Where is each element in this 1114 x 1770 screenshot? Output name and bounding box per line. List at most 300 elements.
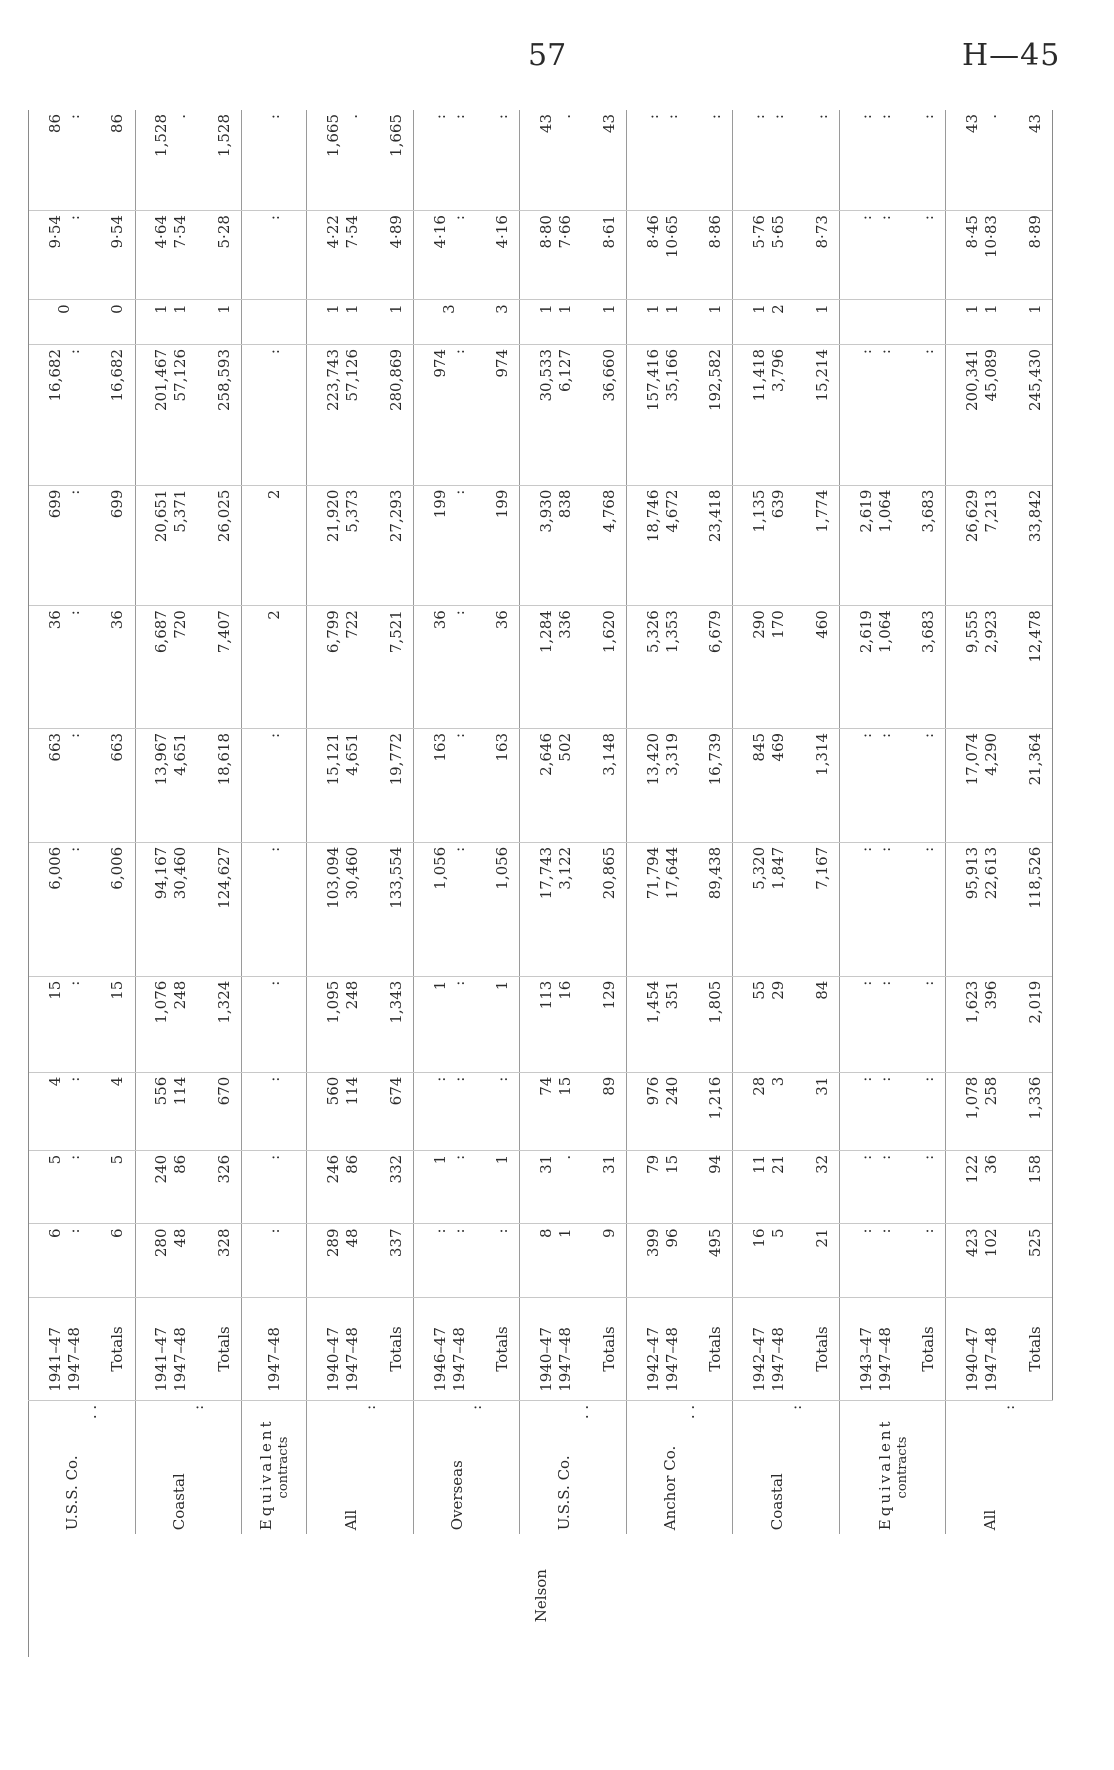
- value-cell: 1: [379, 300, 414, 345]
- value-cell: 670: [207, 1072, 242, 1150]
- value: 9·54: [45, 215, 64, 249]
- value-cell: [733, 728, 805, 842]
- value: 36: [430, 610, 449, 630]
- value-cell: [413, 1150, 485, 1224]
- service-cell: [946, 1400, 1053, 1534]
- value: 3,319: [662, 732, 681, 776]
- value-cell: 4·16: [485, 211, 520, 300]
- value: 223,743: [324, 349, 343, 412]
- value-cell: [135, 1224, 207, 1298]
- value-cell: [29, 728, 101, 842]
- value-cell: [413, 606, 485, 729]
- value: 5·65: [769, 215, 788, 249]
- value: :: [64, 1154, 83, 1160]
- value: 9,555: [963, 610, 982, 654]
- value-cell: [946, 976, 1018, 1072]
- value-cell: [29, 1072, 101, 1150]
- value: 1,078: [963, 1076, 982, 1120]
- value: 8·45: [963, 215, 982, 249]
- year-range: 1940–47: [963, 1327, 982, 1392]
- value-cell: 0: [100, 300, 135, 345]
- value: :: [856, 215, 875, 221]
- value: 8·46: [643, 215, 662, 249]
- value-cell: [135, 976, 207, 1072]
- value: :: [856, 114, 875, 120]
- value-cell: [626, 1150, 698, 1224]
- value: 57,126: [343, 349, 362, 402]
- value: .: [171, 114, 190, 119]
- value: :: [769, 114, 788, 120]
- value-cell: [626, 842, 698, 976]
- service-leader-dots: :: [786, 1404, 805, 1410]
- value: :: [430, 114, 449, 120]
- year-row: [946, 110, 1018, 1657]
- value-cell: 5: [100, 1150, 135, 1224]
- value: 280: [152, 1228, 171, 1258]
- value: 15: [45, 980, 64, 1000]
- value-cell: 21: [805, 1224, 840, 1298]
- value: :: [856, 349, 875, 355]
- value: 1,064: [875, 610, 894, 654]
- value-cell: [520, 345, 592, 486]
- year-range: 1947–48: [982, 1327, 1001, 1392]
- value: 1: [324, 304, 343, 314]
- year-range-cell: [29, 1298, 101, 1401]
- value-cell: [520, 300, 592, 345]
- value: 1,284: [537, 610, 556, 654]
- year-row: [135, 110, 207, 1657]
- value-cell: 1,774: [805, 485, 840, 606]
- value-cell: [733, 211, 805, 300]
- value: 1: [556, 1228, 575, 1239]
- port-name: Nelson: [531, 1569, 550, 1623]
- value-cell: [242, 300, 307, 345]
- value-cell: [626, 1072, 698, 1150]
- value-cell: [29, 1224, 101, 1298]
- year-row: [307, 110, 379, 1657]
- value: 469: [769, 732, 788, 762]
- value: 6,127: [556, 349, 575, 392]
- value-cell: [520, 728, 592, 842]
- value-cell: 19,772: [379, 728, 414, 842]
- value-cell: [307, 976, 379, 1072]
- value-cell: [626, 300, 698, 345]
- value: :: [449, 1154, 468, 1160]
- value: 6,799: [324, 610, 343, 654]
- value: 170: [769, 610, 788, 639]
- value: 240: [662, 1076, 681, 1106]
- value: :: [449, 1228, 468, 1234]
- value: :: [856, 846, 875, 852]
- value-cell: [839, 1072, 911, 1150]
- value: 16: [750, 1228, 769, 1248]
- value-cell: 8·86: [698, 211, 733, 300]
- year-range: 1942–47: [750, 1327, 769, 1392]
- value: 0: [55, 304, 74, 314]
- value: 1,056: [430, 846, 449, 890]
- value-cell: [307, 1072, 379, 1150]
- value: 699: [45, 489, 64, 519]
- value-cell: 129: [592, 976, 627, 1072]
- value-cell: :: [805, 110, 840, 211]
- value-cell: 258,593: [207, 345, 242, 486]
- value: 86: [171, 1154, 190, 1174]
- value-cell: 7,407: [207, 606, 242, 729]
- value: 15,121: [324, 732, 343, 786]
- value-cell: 1,528: [207, 110, 242, 211]
- value-cell: 332: [379, 1150, 414, 1224]
- value: :: [875, 846, 894, 852]
- value-cell: 337: [379, 1224, 414, 1298]
- value: 16,682: [45, 349, 64, 402]
- value-cell: 32: [805, 1150, 840, 1224]
- value-cell: [413, 842, 485, 976]
- service-name: U.S.S. Co.: [554, 1455, 573, 1531]
- value: :: [449, 114, 468, 120]
- service-cell: [29, 1400, 136, 1534]
- value: 200,341: [963, 349, 982, 412]
- year-range: 1947–48: [264, 1327, 283, 1392]
- value: 43: [537, 114, 556, 134]
- value: 4·22: [324, 215, 343, 249]
- value-cell: 6: [100, 1224, 135, 1298]
- value: 79: [643, 1154, 662, 1174]
- year-range-cell: [839, 1298, 911, 1401]
- value: 1,135: [750, 489, 769, 533]
- value-cell: [520, 606, 592, 729]
- value-cell: 328: [207, 1224, 242, 1298]
- value-cell: 1: [805, 300, 840, 345]
- service-name: Coastal: [767, 1473, 786, 1531]
- value: 18,746: [643, 489, 662, 543]
- service-name: Overseas: [448, 1460, 467, 1531]
- year-row: [413, 110, 485, 1657]
- value-cell: [29, 485, 101, 606]
- value: 5: [769, 1228, 788, 1239]
- value-cell: [911, 300, 946, 345]
- value-cell: [307, 485, 379, 606]
- year-row: [839, 110, 911, 1657]
- totals-label: Totals: [386, 1326, 405, 1372]
- value-cell: 1: [698, 300, 733, 345]
- value-cell: 974: [485, 345, 520, 486]
- value: 1,095: [324, 980, 343, 1024]
- value: :: [264, 349, 283, 355]
- value-cell: [946, 485, 1018, 606]
- year-range: 1947–48: [662, 1327, 681, 1392]
- value-cell: 9: [592, 1224, 627, 1298]
- value: 94,167: [152, 846, 171, 900]
- value-cell: [839, 485, 911, 606]
- value: :: [449, 489, 468, 495]
- value: 20,651: [152, 489, 171, 543]
- value-cell: 94: [698, 1150, 733, 1224]
- year-range: 1947–48: [449, 1327, 468, 1392]
- value-cell: [307, 1224, 379, 1298]
- value: 1: [662, 304, 681, 314]
- value-cell: 1,324: [207, 976, 242, 1072]
- value: .: [343, 114, 362, 119]
- service-name: All: [341, 1509, 360, 1531]
- value-cell: 1: [207, 300, 242, 345]
- value: 15: [662, 1154, 681, 1174]
- value: 55: [750, 980, 769, 1000]
- value: 1,353: [662, 610, 681, 654]
- value-cell: [242, 976, 307, 1072]
- value-cell: [839, 1224, 911, 1298]
- value-cell: 1,336: [1018, 1072, 1053, 1150]
- value: :: [64, 114, 83, 120]
- value: 1: [556, 304, 575, 314]
- value: 1: [643, 304, 662, 314]
- value: 7·54: [343, 215, 362, 249]
- value-cell: [242, 606, 307, 729]
- value: 1,064: [875, 489, 894, 533]
- value: 57,126: [171, 349, 190, 402]
- value-cell: [733, 1150, 805, 1224]
- totals-label: Totals: [706, 1326, 725, 1372]
- value: 4·16: [430, 215, 449, 249]
- value-cell: [135, 606, 207, 729]
- value-cell: 36: [100, 606, 135, 729]
- value-cell: [733, 1224, 805, 1298]
- value-cell: 15,214: [805, 345, 840, 486]
- service-leader-dots: :: [360, 1404, 379, 1410]
- value-cell: [29, 345, 101, 486]
- value-cell: :: [485, 1072, 520, 1150]
- value-cell: :: [485, 1224, 520, 1298]
- value-cell: 460: [805, 606, 840, 729]
- value-cell: [946, 1224, 1018, 1298]
- value: :: [875, 980, 894, 986]
- value: .: [556, 1154, 575, 1160]
- year-range: 1947–48: [875, 1327, 894, 1392]
- value-cell: [626, 211, 698, 300]
- value: 1,454: [643, 980, 662, 1024]
- value-cell: :: [911, 842, 946, 976]
- service-name: Equivalent: [257, 1418, 276, 1531]
- value-cell: 4,768: [592, 485, 627, 606]
- value-cell: [413, 976, 485, 1072]
- value-cell: [29, 110, 101, 211]
- value: 1: [171, 304, 190, 314]
- totals-label: Totals: [493, 1326, 512, 1372]
- value: 399: [643, 1228, 662, 1258]
- value: 6: [45, 1228, 64, 1239]
- value: 86: [45, 114, 64, 134]
- value-cell: [733, 606, 805, 729]
- value: :: [264, 1076, 283, 1082]
- value-cell: [413, 1072, 485, 1150]
- value: :: [856, 732, 875, 738]
- service-cell: [733, 1400, 840, 1534]
- value: :: [856, 1076, 875, 1082]
- value-cell: 6,006: [100, 842, 135, 976]
- value-cell: [29, 842, 101, 976]
- value-cell: [520, 1072, 592, 1150]
- value-cell: 699: [100, 485, 135, 606]
- value-cell: [242, 345, 307, 486]
- value-cell: [413, 300, 485, 345]
- value-cell: :: [698, 110, 733, 211]
- year-range: 1947–48: [769, 1327, 788, 1392]
- year-range: 1947–48: [343, 1327, 362, 1392]
- value: 2,646: [537, 732, 556, 776]
- value: :: [264, 114, 283, 120]
- year-range: 1941–47: [152, 1327, 171, 1392]
- value-cell: [135, 300, 207, 345]
- value: 2: [769, 304, 788, 314]
- value: 157,416: [643, 349, 662, 412]
- value: :: [430, 1228, 449, 1234]
- value-cell: 1: [485, 1150, 520, 1224]
- value-cell: :: [911, 1224, 946, 1298]
- year-range: 1947–48: [64, 1327, 83, 1392]
- value: :: [449, 980, 468, 986]
- value: 1: [152, 304, 171, 314]
- value: 11: [750, 1154, 769, 1174]
- value-cell: 3: [485, 300, 520, 345]
- year-range-cell: [520, 1298, 592, 1401]
- value: 2,619: [856, 610, 875, 654]
- value-cell: [520, 1224, 592, 1298]
- value: 36: [982, 1154, 1001, 1174]
- value: 122: [963, 1154, 982, 1184]
- value: :: [264, 980, 283, 986]
- value: 663: [45, 732, 64, 762]
- value: .: [982, 114, 1001, 119]
- totals-label: Totals: [812, 1326, 831, 1372]
- value-cell: 12,478: [1018, 606, 1053, 729]
- value-cell: [29, 300, 101, 345]
- service-cell: [839, 1400, 946, 1534]
- value-cell: 2,019: [1018, 976, 1053, 1072]
- value-cell: 3,148: [592, 728, 627, 842]
- value-cell: [733, 1072, 805, 1150]
- value-cell: [839, 842, 911, 976]
- value: 2,619: [856, 489, 875, 533]
- value: 248: [171, 980, 190, 1010]
- value: 26,629: [963, 489, 982, 543]
- value-cell: 1,805: [698, 976, 733, 1072]
- value: 1: [430, 980, 449, 991]
- value: 838: [556, 489, 575, 519]
- value-cell: [413, 1224, 485, 1298]
- value-cell: [733, 110, 805, 211]
- value: 976: [643, 1076, 662, 1106]
- year-row: [626, 110, 698, 1657]
- value: 556: [152, 1076, 171, 1106]
- service-subname: contracts: [276, 1436, 292, 1499]
- year-range: 1940–47: [324, 1327, 343, 1392]
- value: 248: [343, 980, 362, 1010]
- value: :: [875, 215, 894, 221]
- value-cell: [946, 1072, 1018, 1150]
- rotated-table-container: [28, 110, 1053, 1657]
- value: :: [64, 846, 83, 852]
- value-cell: [839, 300, 911, 345]
- value: 163: [430, 732, 449, 762]
- value: 3,796: [769, 349, 788, 392]
- value: 86: [343, 1154, 362, 1174]
- value: 336: [556, 610, 575, 639]
- service-cell: [626, 1400, 733, 1534]
- value-cell: 525: [1018, 1224, 1053, 1298]
- service-name: U.S.S. Co.: [63, 1455, 82, 1531]
- value-cell: [242, 1150, 307, 1224]
- value: 639: [769, 489, 788, 519]
- value: :: [64, 349, 83, 355]
- value-cell: [733, 300, 805, 345]
- value-cell: [135, 345, 207, 486]
- value-cell: [520, 110, 592, 211]
- service-subname: contracts: [894, 1436, 910, 1499]
- value-cell: 280,869: [379, 345, 414, 486]
- value-cell: :: [485, 110, 520, 211]
- value-cell: 89: [592, 1072, 627, 1150]
- value-cell: [839, 1150, 911, 1224]
- service-leader-dots: . .: [82, 1404, 101, 1420]
- value-cell: 36,660: [592, 345, 627, 486]
- value: 4,651: [171, 732, 190, 776]
- value: :: [64, 610, 83, 616]
- value-cell: :: [911, 345, 946, 486]
- year-range: 1947–48: [171, 1327, 190, 1392]
- year-row: [520, 110, 592, 1657]
- value: 29: [769, 980, 788, 1000]
- value: 974: [430, 349, 449, 378]
- value: :: [856, 980, 875, 986]
- year-range-cell: [242, 1298, 307, 1401]
- value: :: [875, 1228, 894, 1234]
- value-cell: 3,683: [911, 606, 946, 729]
- value: 22,613: [982, 846, 1001, 900]
- value-cell: :: [911, 211, 946, 300]
- value: 1,847: [769, 846, 788, 890]
- value-cell: [307, 300, 379, 345]
- value: 5·76: [750, 215, 769, 249]
- value-cell: 31: [592, 1150, 627, 1224]
- value-cell: 21,364: [1018, 728, 1053, 842]
- value: 1,528: [152, 114, 171, 157]
- service-cell: [242, 1400, 307, 1534]
- value-cell: 43: [592, 110, 627, 211]
- value: :: [64, 1076, 83, 1082]
- value: :: [64, 1228, 83, 1234]
- value: 5,373: [343, 489, 362, 533]
- value-cell: [626, 976, 698, 1072]
- value: 4: [45, 1076, 64, 1087]
- value: 5,326: [643, 610, 662, 654]
- value: 103,094: [324, 846, 343, 909]
- value-cell: 16,739: [698, 728, 733, 842]
- year-range: 1940–47: [537, 1327, 556, 1392]
- service-name: Coastal: [169, 1473, 188, 1531]
- totals-label: Totals: [1018, 1298, 1053, 1401]
- value: :: [449, 846, 468, 852]
- value-cell: [307, 345, 379, 486]
- service-leader-dots: :: [467, 1404, 486, 1410]
- value: 1: [430, 1154, 449, 1165]
- value: 290: [750, 610, 769, 639]
- value-cell: 33,842: [1018, 485, 1053, 606]
- value-cell: 36: [485, 606, 520, 729]
- totals-label: Totals: [214, 1326, 233, 1372]
- value: 8·80: [537, 215, 556, 249]
- value-cell: [946, 110, 1018, 211]
- service-cell: [307, 1400, 414, 1534]
- totals-label: Totals: [108, 1326, 127, 1372]
